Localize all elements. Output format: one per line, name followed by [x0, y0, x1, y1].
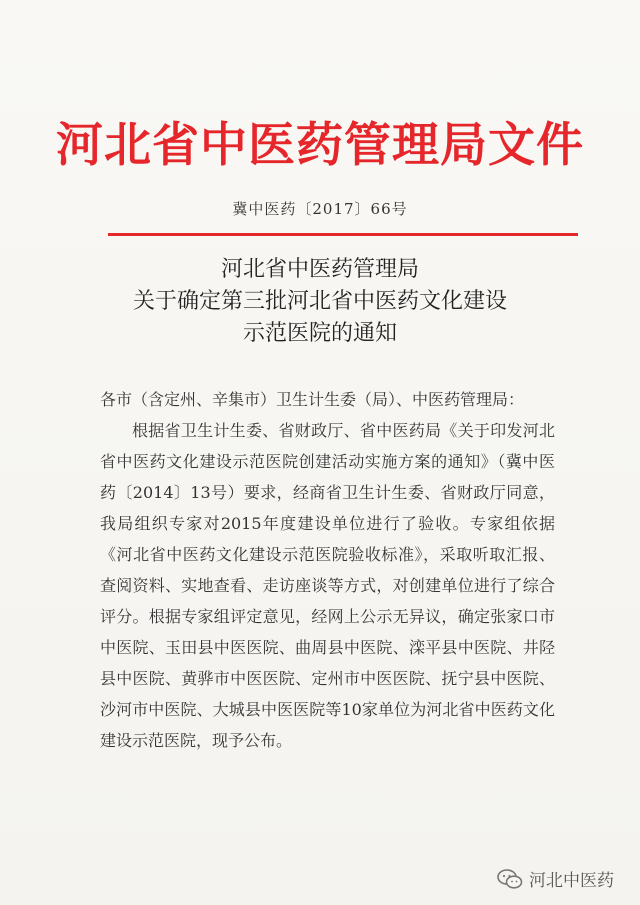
salutation: 各市（含定州、辛集市）卫生计生委（局）、中医药管理局： [100, 390, 525, 409]
red-divider-line [108, 233, 578, 236]
body-paragraph: 根据省卫生计生委、省财政厅、省中医药局《关于印发河北省中医药文化建设示范医院创建活动实施方案的通知》（冀中医药〔2014〕13号）要求，经商省卫生计生委、省财政厅同意，我局组织专家对2015年度建设单位进行了验收。专家组依据《河北省中医药文化建设示范医院验收标准》，采取听取汇报、查阅资料、实地查看、走访座谈等方式，对创建单位进行了综合评分。根据专家组评定意见，经网上公示无异议，确定张家口市中医院、玉田县中医医院、曲周县中医院、滦平县中医院、井陉县中医院、黄骅市中医医院、定州市中医医院、抚宁县中医院、沙河市中医院、大城县中医医院等10家单位为河北省中医药文化建设示范医院，现予公布。 [100, 421, 555, 750]
wechat-icon [497, 869, 523, 889]
watermark-text: 河北中医药 [529, 871, 614, 891]
notice-title-line-1: 河北省中医药管理局 [220, 257, 419, 282]
document-number: 冀中医药〔2017〕66号 [232, 200, 408, 218]
notice-title [0, 254, 640, 350]
notice-body [100, 384, 555, 756]
notice-title-line-2: 关于确定第三批河北省中医药文化建设 [132, 289, 507, 314]
notice-title-line-3: 示范医院的通知 [242, 321, 397, 346]
agency-header-title: 河北省中医药管理局文件 [56, 118, 584, 173]
wechat-watermark [497, 866, 614, 891]
